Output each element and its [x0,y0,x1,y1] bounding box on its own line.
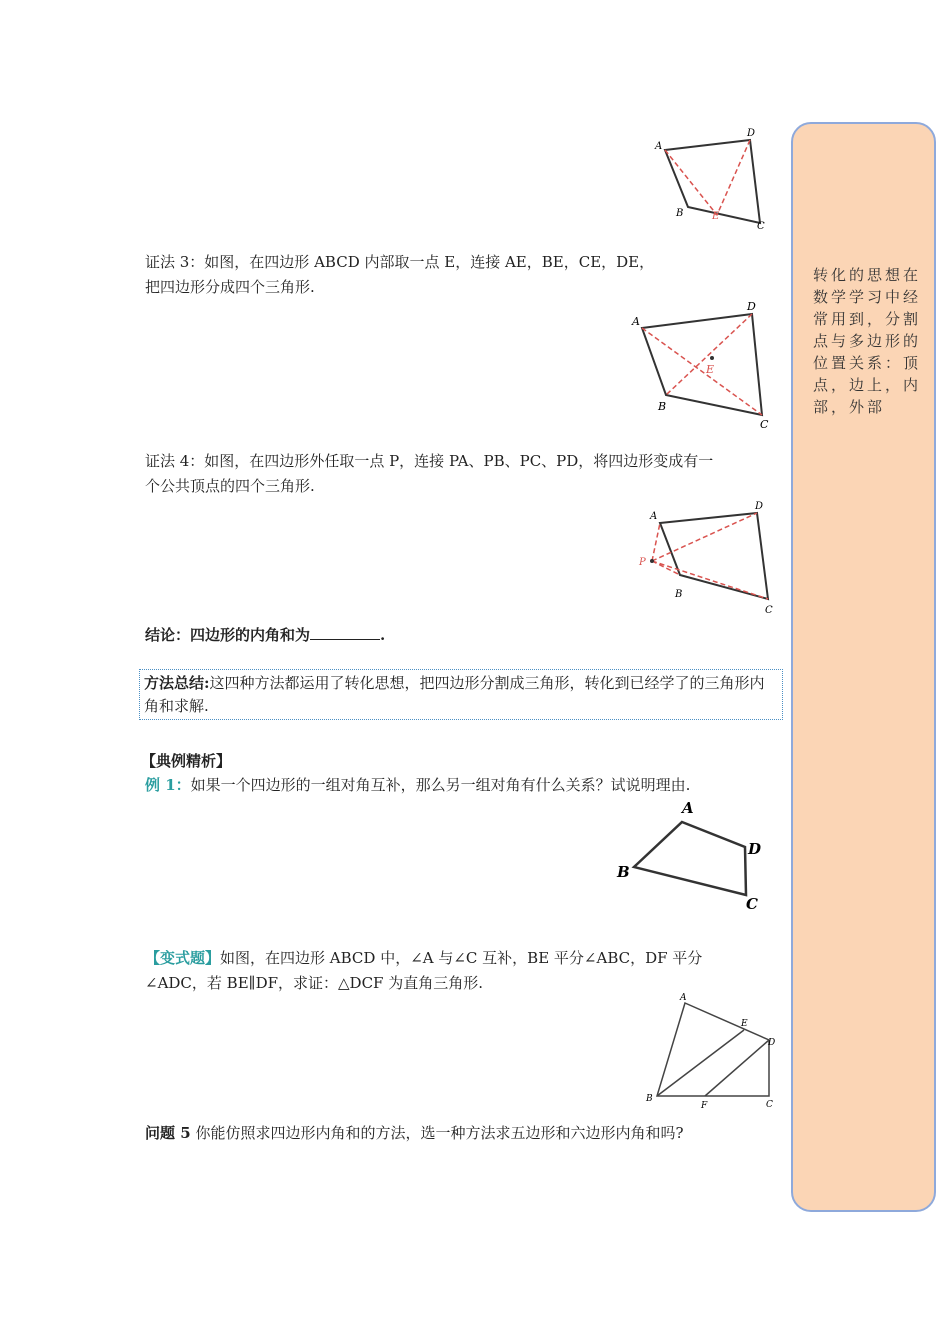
label-E: E [706,363,715,376]
variant-problem-line-1 [145,946,785,971]
label-D: D [768,1038,776,1048]
figure-variant-quadrilateral [640,990,785,1115]
label-B: B [646,1094,653,1104]
label-A: A [655,141,663,152]
label-A: A [632,315,640,328]
conclusion-end: . [380,626,386,644]
conclusion [145,623,385,648]
figure-example-1-quadrilateral [612,795,772,915]
figure-quadrilateral-exterior-point [635,497,780,617]
question-5 [145,1121,785,1146]
label-E: E [741,1019,748,1029]
label-C: C [765,605,773,616]
summary-text: 这四种方法都运用了转化思想，把四边形分割成三角形，转化到已经学了的三角形内角和求解. [144,674,765,715]
label-F: F [701,1101,708,1111]
example-1-label: 例 1： [145,776,191,794]
figure-quadrilateral-point-on-side [650,125,780,235]
variant-label: 【变式题】 [145,949,221,967]
proof-4-line-2: 个公共顶点的四个三角形. [145,477,315,495]
question-5-label: 问题 5 [145,1124,191,1142]
label-D: D [748,840,762,858]
label-P: P [639,557,646,568]
label-D: D [755,501,764,512]
label-C: C [757,221,765,232]
label-B: B [617,863,630,881]
variant-problem-line-2: ∠ADC，若 BE∥DF，求证：△DCF 为直角三角形. [145,974,483,992]
answer-blank [310,625,380,640]
figure-quadrilateral-interior-point [630,300,775,430]
label-B: B [675,589,683,600]
label-B: B [676,208,684,219]
label-C: C [766,1100,773,1110]
label-A: A [682,799,694,817]
sidebar-note-text: 转化的思想在数学学习中经常用到，分割点与多边形的位置关系：顶点，边上，内部，外部 [813,266,922,416]
sidebar-note [791,122,936,1212]
label-B: B [658,400,667,413]
summary-label: 方法总结: [144,674,210,692]
label-D: D [747,128,756,139]
label-E: E [712,211,720,222]
proof-4-line-1: 证法 4：如图，在四边形外任取一点 P，连接 PA、PB、PC、PD，将四边形变成有一 [145,452,714,470]
proof-3-line-1: 证法 3：如图，在四边形 ABCD 内部取一点 E，连接 AE，BE，CE，DE， [145,253,655,271]
examples-heading: 【典例精析】 [141,752,232,770]
label-C: C [760,418,769,431]
method-summary-box [139,669,783,720]
label-D: D [747,300,756,313]
conclusion-text: 结论：四边形的内角和为 [145,626,311,644]
label-A: A [650,511,658,522]
question-5-text: 你能仿照求四边形内角和的方法，选一种方法求五边形和六边形内角和吗? [195,1124,684,1142]
proof-3-line-2: 把四边形分成四个三角形. [145,278,315,296]
label-C: C [746,895,758,913]
example-1-text: 如果一个四边形的一组对角互补，那么另一组对角有什么关系？试说明理由. [190,776,691,794]
variant-text-1: 如图，在四边形 ABCD 中，∠A 与∠C 互补，BE 平分∠ABC，DF 平分 [220,949,703,967]
label-A: A [680,993,687,1003]
